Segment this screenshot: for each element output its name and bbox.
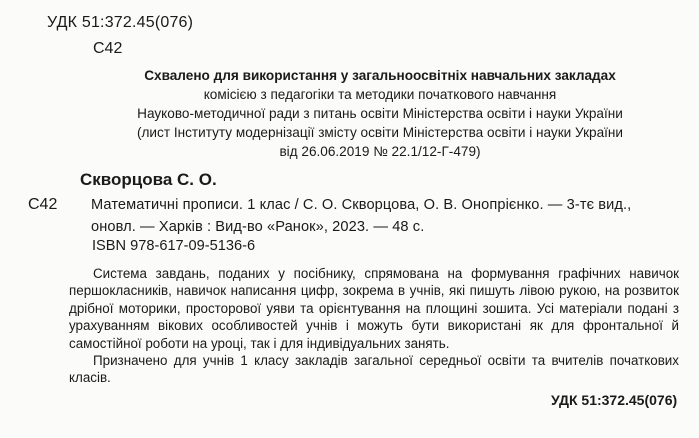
approval-line: Науково-методичної ради з питань освіти Міністерства освіти і науки України [137, 106, 623, 121]
abstract-paragraph: Система завдань, поданих у посібнику, спрямована на формування графічних навичок першокласників, навичок написання цифр, зокрема в учнів, які пишуть лівою рукою, на розвиток дрібної моторики, просторової уяви та орієнтування на площині зошита. Усі матеріали подані з урахуванням вікових особливостей учнів і можуть бути використані як для фронтальної й самостійної роботи на уроці, так і для індивідуальних занять. [69, 266, 679, 351]
udk-footer: УДК 51:372.45(076) [551, 392, 678, 408]
isbn: ISBN 978-617-09-5136-6 [92, 238, 256, 254]
abstract-paragraph: Призначено для учнів 1 класу закладів загальної середньої освіти та вчителів початкових класів. [69, 353, 679, 386]
approval-line: комісією з педагогіки та методики початкового навчання [203, 87, 557, 102]
author-code: С42 [28, 196, 58, 213]
biblio-line: Математичні прописи. 1 клас / С. О. Скворцова, О. В. Онопрієнко. — 3-тє вид., [91, 197, 632, 213]
bibliographic-description [91, 194, 631, 238]
abstract [69, 265, 679, 387]
approval-line: Схвалено для використання у загальноосвітніх навчальних закладах [144, 68, 616, 83]
author-heading: Скворцова С. О. [80, 170, 217, 189]
udk-header: УДК 51:372.45(076) [47, 14, 194, 31]
author-code-header: С42 [93, 40, 123, 57]
approval-line: (лист Інституту модернізації змісту освіти Міністерства освіти і науки України [136, 125, 624, 140]
approval-block [90, 66, 670, 161]
biblio-line: оновл. — Харків : Вид-во «Ранок», 2023. — 48 с. [91, 219, 425, 235]
approval-line: від 26.06.2019 № 22.1/12-Г-479) [279, 144, 481, 159]
